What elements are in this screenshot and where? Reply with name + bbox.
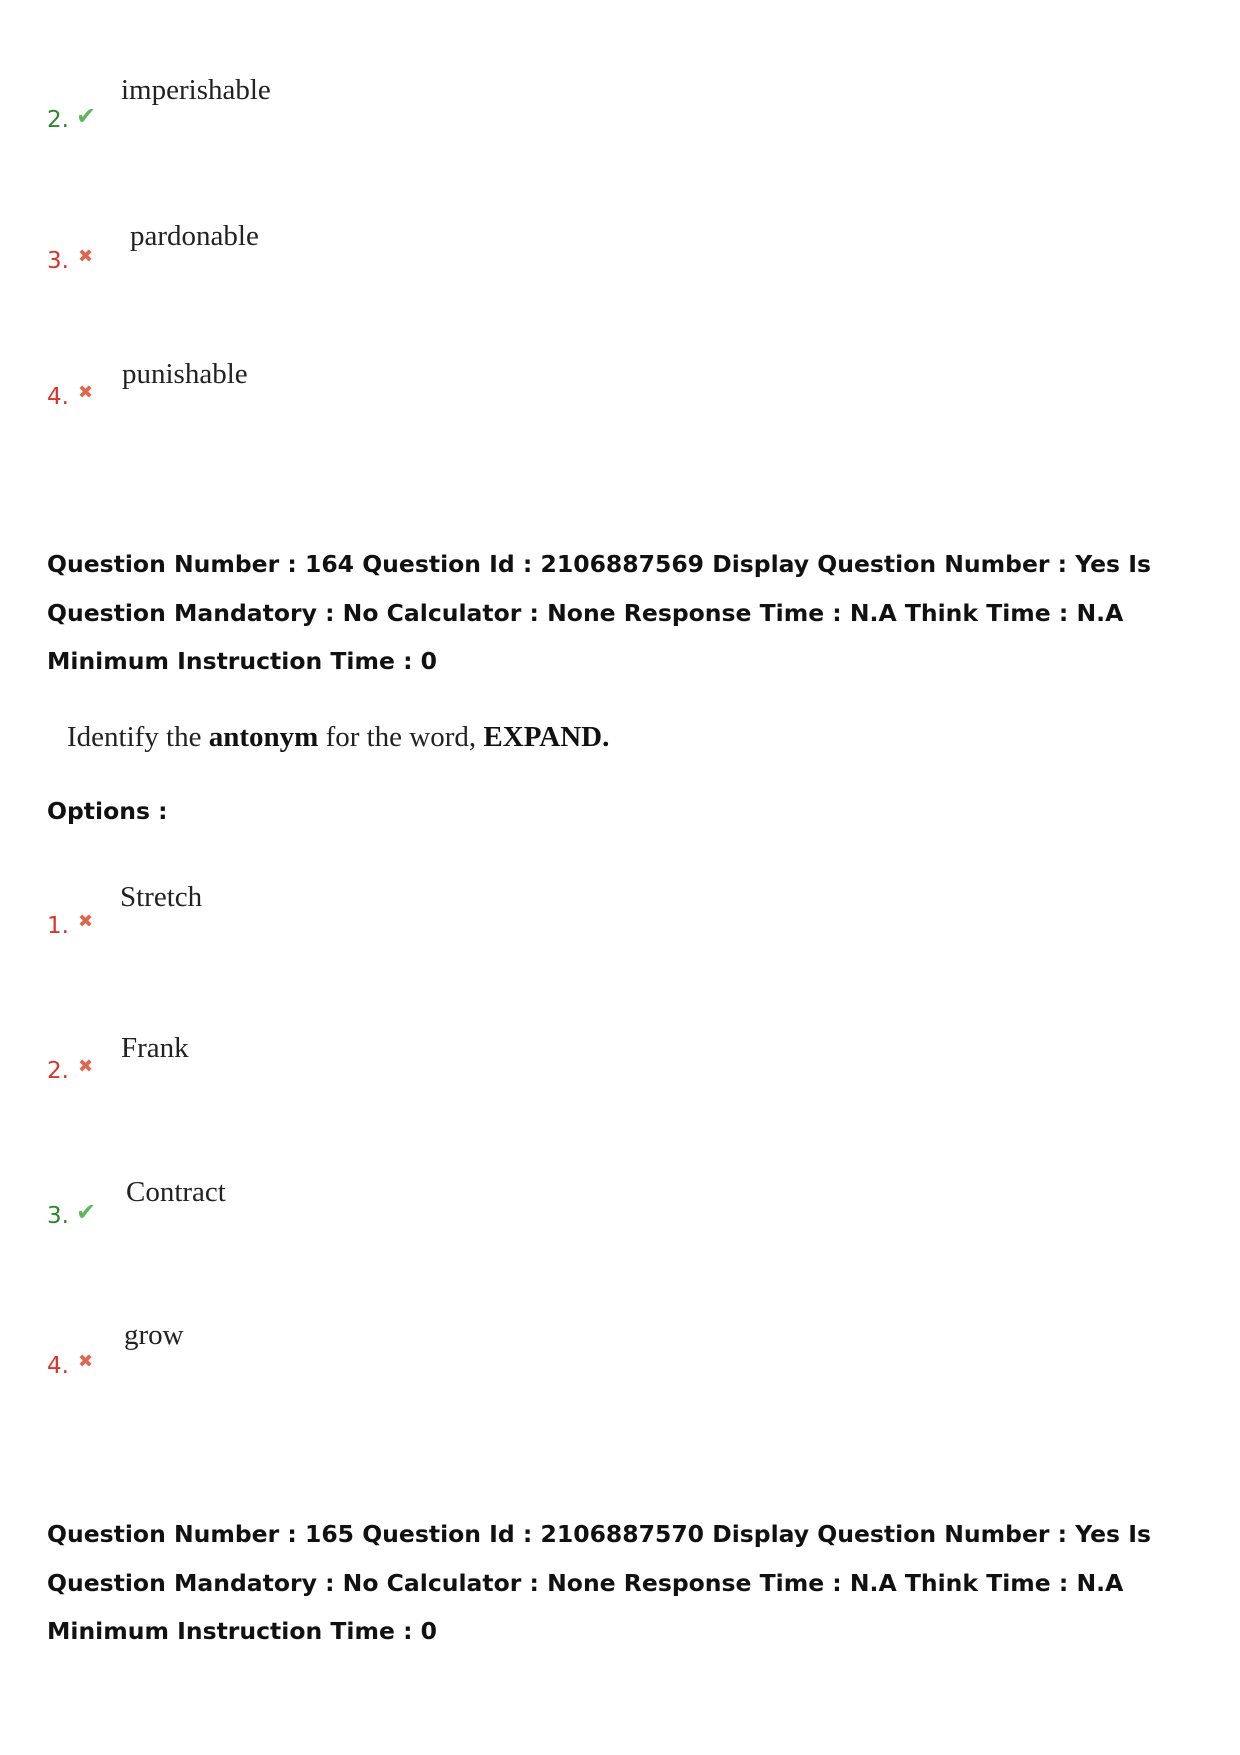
option-number: 2. xyxy=(47,107,69,133)
cross-icon: ✖ xyxy=(78,1351,94,1372)
option-number: 1. xyxy=(47,913,69,939)
option-row xyxy=(0,347,600,437)
question-text-part: Identify the xyxy=(67,721,209,753)
option-text: pardonable xyxy=(130,220,259,252)
option-text: Contract xyxy=(126,1176,226,1208)
question-keyword: antonym xyxy=(208,721,319,753)
option-row xyxy=(0,65,600,155)
option-text: punishable xyxy=(122,358,248,390)
option-number: 4. xyxy=(47,384,69,410)
question-meta: Question Number : 165 Question Id : 2106887570 Display Question Number : Yes Is Question Mandatory : No Calculator : None Response Time : N.A Think Time : N.A Minimum Instruction Time : 0 xyxy=(47,1520,1151,1645)
option-number: 3. xyxy=(47,248,69,274)
question-text-part: for the word, xyxy=(318,721,484,753)
cross-icon: ✖ xyxy=(78,382,94,403)
cross-icon: ✖ xyxy=(78,911,94,932)
option-text: Stretch xyxy=(120,881,203,913)
option-text: imperishable xyxy=(121,74,271,106)
question-meta: Question Number : 164 Question Id : 2106887569 Display Question Number : Yes Is Question Mandatory : No Calculator : None Response Time : N.A Think Time : N.A Minimum Instruction Time : 0 xyxy=(47,550,1151,675)
option-row xyxy=(0,211,600,301)
question-text xyxy=(67,720,609,754)
options-label: Options : xyxy=(47,797,168,825)
option-number: 2. xyxy=(47,1058,69,1084)
question-target-word: EXPAND. xyxy=(483,721,610,753)
cross-icon: ✖ xyxy=(78,1056,94,1077)
cross-icon: ✖ xyxy=(78,246,94,267)
option-text: grow xyxy=(124,1319,184,1351)
option-row xyxy=(0,1318,600,1408)
option-number: 3. xyxy=(47,1203,69,1229)
check-icon: ✔ xyxy=(76,102,97,130)
option-row xyxy=(0,1031,600,1121)
option-row xyxy=(0,880,600,970)
option-number: 4. xyxy=(47,1353,69,1379)
check-icon: ✔ xyxy=(76,1198,97,1226)
option-row xyxy=(0,1175,600,1265)
option-text: Frank xyxy=(121,1032,189,1064)
